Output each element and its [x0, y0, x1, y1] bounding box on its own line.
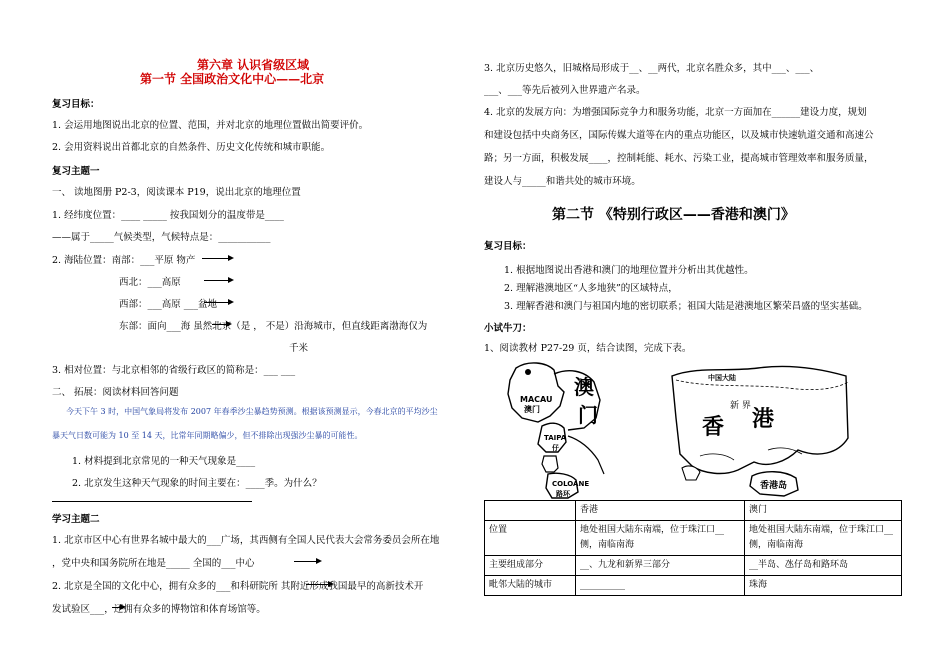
hk-island-label: 香港岛 — [760, 481, 788, 491]
section2-goal-1: 1. 根据地图说出香港和澳门的地理位置并分析出其优越性。 — [504, 265, 754, 276]
beijing-development-line-b: 和建设包括中央商务区，国际传媒大道等在内的重点功能区，以及城市快速轨道交通和高速公 — [484, 130, 874, 141]
theme2-line-2a: 2. 北京是全国的文化中心，拥有众多的___和科研院所 其附近形成我国最早的高新技术开 — [52, 581, 424, 592]
table-header-cell: 澳门 — [745, 501, 902, 521]
goals-label: 复习目标： — [52, 99, 100, 110]
goal-1: 1. 会运用地图说出北京的位置、范围，并对北京的地理位置做出简要评价。 — [52, 120, 369, 131]
table-cell: 毗邻大陆的城市 — [485, 576, 576, 596]
table-header-cell — [485, 501, 576, 521]
table-cell: 主要组成部分 — [485, 556, 576, 576]
section2-goals-label: 复习目标： — [484, 241, 532, 252]
arrow-icon — [306, 584, 332, 585]
arrow-icon — [112, 607, 124, 608]
practice-label: 小试牛刀： — [484, 323, 532, 334]
section-title: 第一节 全国政治文化中心——北京 — [140, 72, 325, 86]
question-2: 2. 北京发生这种天气现象的时间主要在：____季。为什么？ — [72, 478, 322, 489]
section2-title: 第二节 《特别行政区——香港和澳门》 — [552, 207, 795, 223]
mainland-label: 中国大陆 — [708, 374, 736, 382]
table-cell: 位置 — [485, 521, 576, 556]
news-paragraph-2: 暴天气日数可能为 10 至 14 天，比常年同期略偏少，但不排除出现强沙尘暴的可能性。 — [52, 431, 363, 440]
section2-goal-2: 2. 理解港澳地区“人多地狭”的区域特点， — [504, 283, 678, 294]
coloane-en-label: COLOANE — [552, 480, 590, 488]
climate-line: ——属于_____气候类型，气候特点是：___________ — [52, 232, 271, 243]
table-row — [485, 556, 902, 576]
table-cell: 地处祖国大陆东南端，位于珠江口__侧，南临南海 — [745, 521, 902, 556]
northwest-line: 西北：___高原 — [119, 277, 181, 288]
hongkong-map — [668, 358, 854, 498]
goal-2: 2. 会用资料说出首都北京的自然条件、历史文化传统和城市职能。 — [52, 142, 331, 153]
macau-big-char-2: 门 — [578, 403, 598, 427]
theme1-label: 复习主题一 — [52, 166, 100, 177]
relative-position-line: 3. 相对位置：与北京相邻的省级行政区的简称是：___ ___ — [52, 365, 296, 376]
table-row — [485, 501, 902, 521]
macau-en-label: MACAU — [520, 395, 553, 404]
beijing-development-line-a: 4. 北京的发展方向：为增强国际竞争力和服务功能，北京一方面加在______建设力度，规划 — [484, 107, 867, 118]
news-paragraph-1: 今天下午 3 时，中国气象局将发布 2007 年春季沙尘暴趋势预测。根据该预测显示，今春北京的平均沙尘 — [66, 407, 438, 416]
section2-goal-3: 3. 理解香港和澳门与祖国内地的密切联系；祖国大陆是港澳地区繁荣昌盛的坚实基础。 — [504, 301, 868, 312]
theme2-line-1b: ，党中央和国务院所在地是_____ 全国的___中心 — [52, 558, 255, 569]
table-cell: 地处祖国大陆东南端，位于珠江口__侧，南临南海 — [576, 521, 745, 556]
lat-lon-line: 1. 经纬度位置：____ _____ 按我国划分的温度带是____ — [52, 210, 284, 221]
arrow-icon — [294, 561, 320, 562]
macau-big-char-1: 澳 — [574, 375, 594, 399]
hk-macau-comparison-table — [484, 500, 902, 596]
macau-cn-label: 澳门 — [524, 405, 540, 414]
table-cell: __________ — [576, 576, 745, 596]
question-1: 1. 材料提到北京常见的一种天气现象是____ — [72, 456, 256, 467]
table-row — [485, 576, 902, 596]
divider — [52, 501, 252, 502]
theme2-line-2b: 发试验区___，还拥有众多的博物馆和体育场馆等。 — [52, 604, 266, 615]
practice-instruction: 1、阅读教材 P27-29 页，结合读图，完成下表。 — [484, 343, 692, 354]
beijing-history-line-a: 3. 北京历史悠久，旧城格局形成于__、__两代，北京名胜众多，其中___、___、 — [484, 63, 820, 74]
arrow-icon — [212, 324, 230, 325]
taipa-en-label: TAIPA — [544, 434, 567, 442]
item2-title: 二、 拓展：阅读材料回答问题 — [52, 387, 179, 398]
coloane-cn-label: 路环 — [556, 490, 570, 498]
theme2-line-1a: 1. 北京市区中心有世界名城中最大的___广场，其西侧有全国人民代表大会常务委员会所在地 — [52, 535, 440, 546]
arrow-icon — [204, 302, 232, 303]
west-line: 西部：___高原 ___盆地 — [119, 299, 218, 310]
table-header-cell: 香港 — [576, 501, 745, 521]
new-territories-label: 新 界 — [730, 401, 751, 411]
beijing-development-line-c: 路；另一方面，积极发展____，控制耗能、耗水、污染工业，提高城市管理效率和服务质量， — [484, 153, 874, 164]
chapter-title: 第六章 认识省级区域 — [197, 58, 310, 72]
beijing-development-line-d: 建设人与_____和谐共处的城市环境。 — [484, 176, 641, 187]
arrow-icon — [202, 258, 232, 259]
beijing-history-line-b: ___、___等先后被列入世界遗产名录。 — [484, 85, 646, 96]
hk-big-char-1: 香 — [702, 415, 725, 440]
east-line: 东部：面向___海 虽然北京（是 ， 不是）沿海城市，但直线距离渤海仅为 — [119, 321, 428, 332]
arrow-icon — [204, 280, 232, 281]
macau-map — [498, 356, 618, 501]
table-cell: __半岛、氹仔岛和路环岛 — [745, 556, 902, 576]
km-label: 千米 — [289, 343, 309, 354]
theme2-label: 学习主题二 — [52, 514, 100, 525]
item1-title: 一、 读地图册 P2-3，阅读课本 P19，说出北京的地理位置 — [52, 187, 301, 198]
table-row — [485, 521, 902, 556]
hk-big-char-2: 港 — [752, 407, 775, 432]
taipa-cn-label: 仔 — [552, 444, 559, 452]
table-cell: 珠海 — [745, 576, 902, 596]
sea-land-line: 2. 海陆位置：南部：___平原 物产 — [52, 255, 196, 266]
table-cell: __、九龙和新界三部分 — [576, 556, 745, 576]
